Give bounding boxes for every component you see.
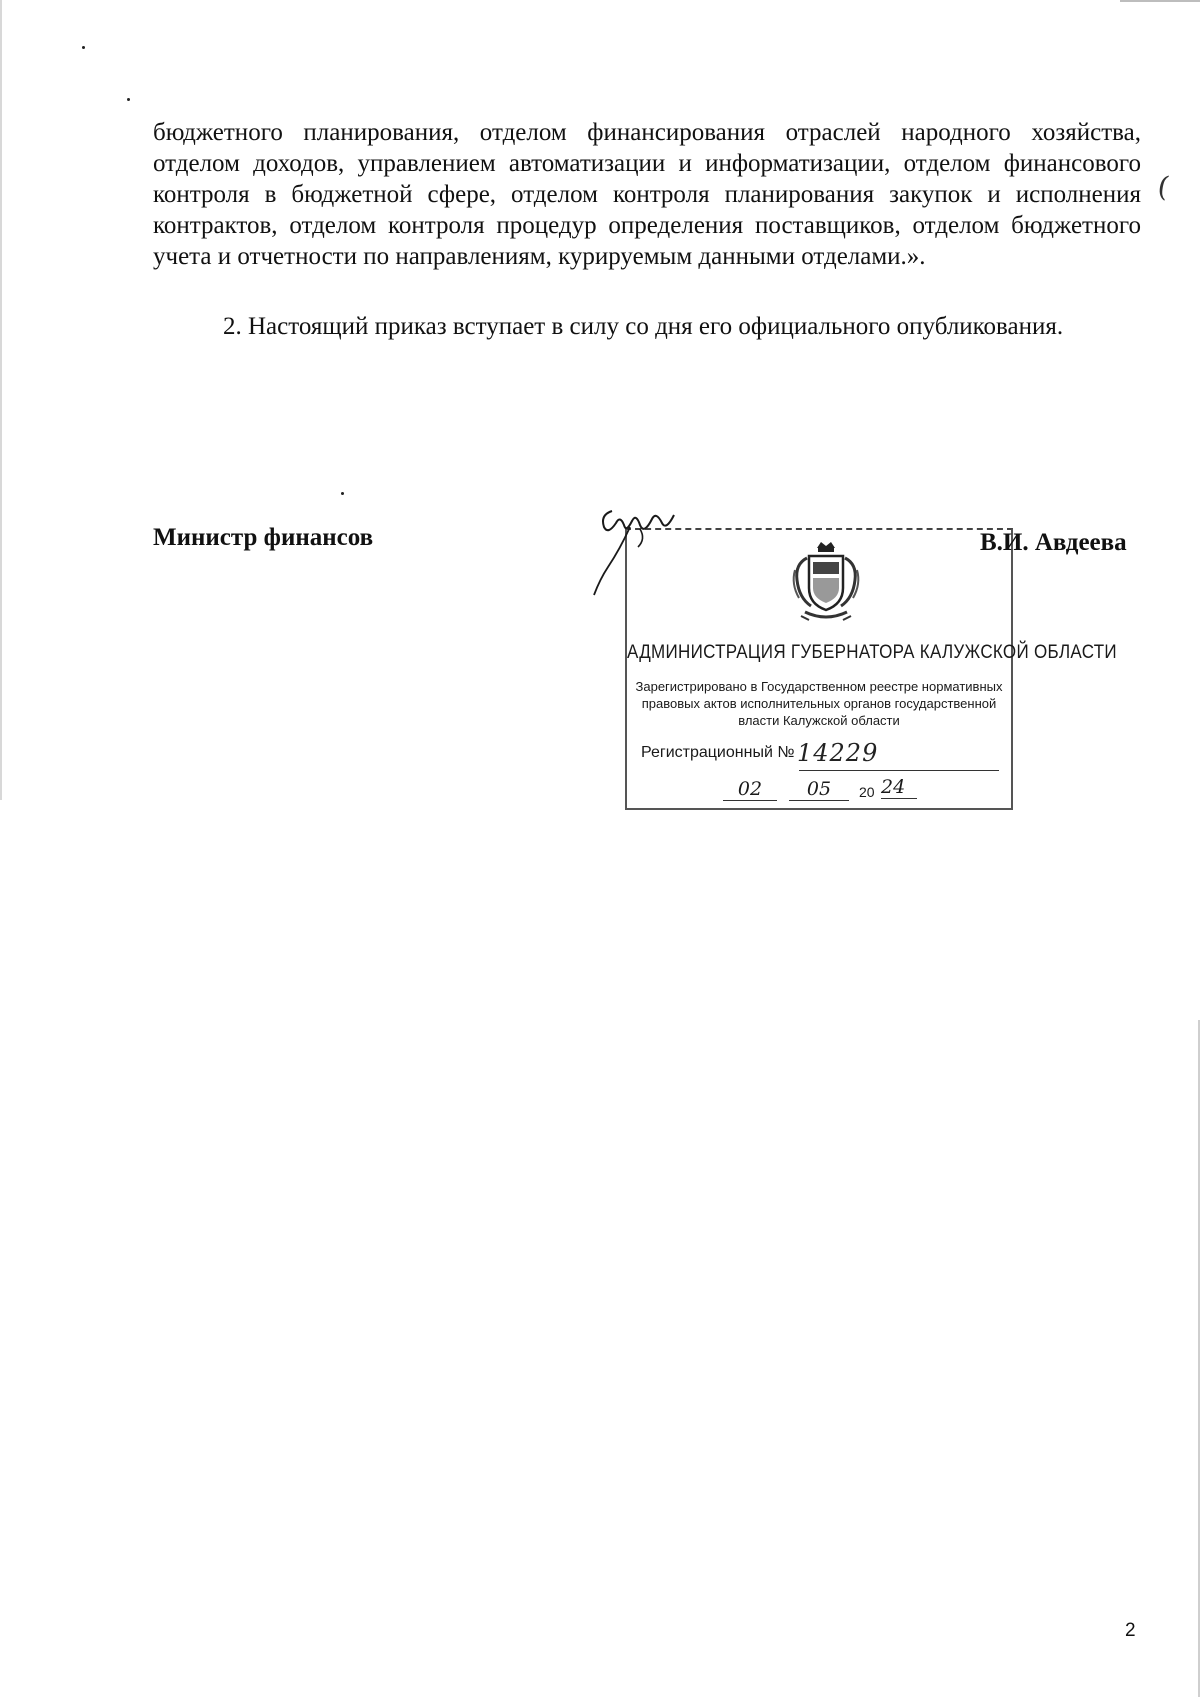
margin-mark: ( bbox=[1155, 169, 1172, 204]
page-number: 2 bbox=[1125, 1620, 1136, 1641]
stamp-date-year-suffix: 24 bbox=[881, 776, 917, 799]
stamp-date-day: 02 bbox=[723, 778, 777, 801]
body-paragraph: бюджетного планирования, отделом финансирования отраслей народного хозяйства, отделом доходов, управлением автоматизации и информатизации, отделом финансового контроля в бюджетной сфере, отделом контроля планирования закупок и исполнения контрактов, отделом контроля процедур определения поставщиков, отделом бюджетного учета и отчетности по направлениям, курируемым данными отделами.». bbox=[153, 119, 1141, 270]
signatory-name: В.И. Авдеева bbox=[980, 529, 1127, 556]
signatory-role: Министр финансов bbox=[153, 524, 374, 551]
scan-speck bbox=[127, 98, 130, 101]
stamp-reg-number: 14229 bbox=[797, 739, 879, 767]
scan-speck bbox=[341, 492, 344, 495]
scan-speck bbox=[82, 46, 85, 49]
stamp-title: АДМИНИСТРАЦИЯ ГУБЕРНАТОРА КАЛУЖСКОЙ ОБЛАСТИ bbox=[627, 640, 1117, 663]
stamp-date bbox=[723, 776, 943, 810]
reg-number-line bbox=[799, 770, 999, 771]
stamp-date-month: 05 bbox=[789, 778, 849, 801]
stamp-reg-label: Регистрационный № bbox=[641, 744, 795, 761]
scan-edge-top bbox=[1120, 0, 1200, 2]
stamp-date-year-prefix: 20 bbox=[859, 784, 875, 800]
clause-2: 2. Настоящий приказ вступает в силу со дня его официального опубликования. bbox=[223, 313, 1064, 340]
handwritten-signature bbox=[590, 505, 700, 605]
stamp-note: Зарегистрировано в Государственном реестре нормативных правовых актов исполнительных органов государственной власти Калужской области bbox=[635, 679, 1003, 728]
scan-edge-left bbox=[0, 0, 2, 800]
coat-of-arms-icon bbox=[787, 540, 865, 626]
